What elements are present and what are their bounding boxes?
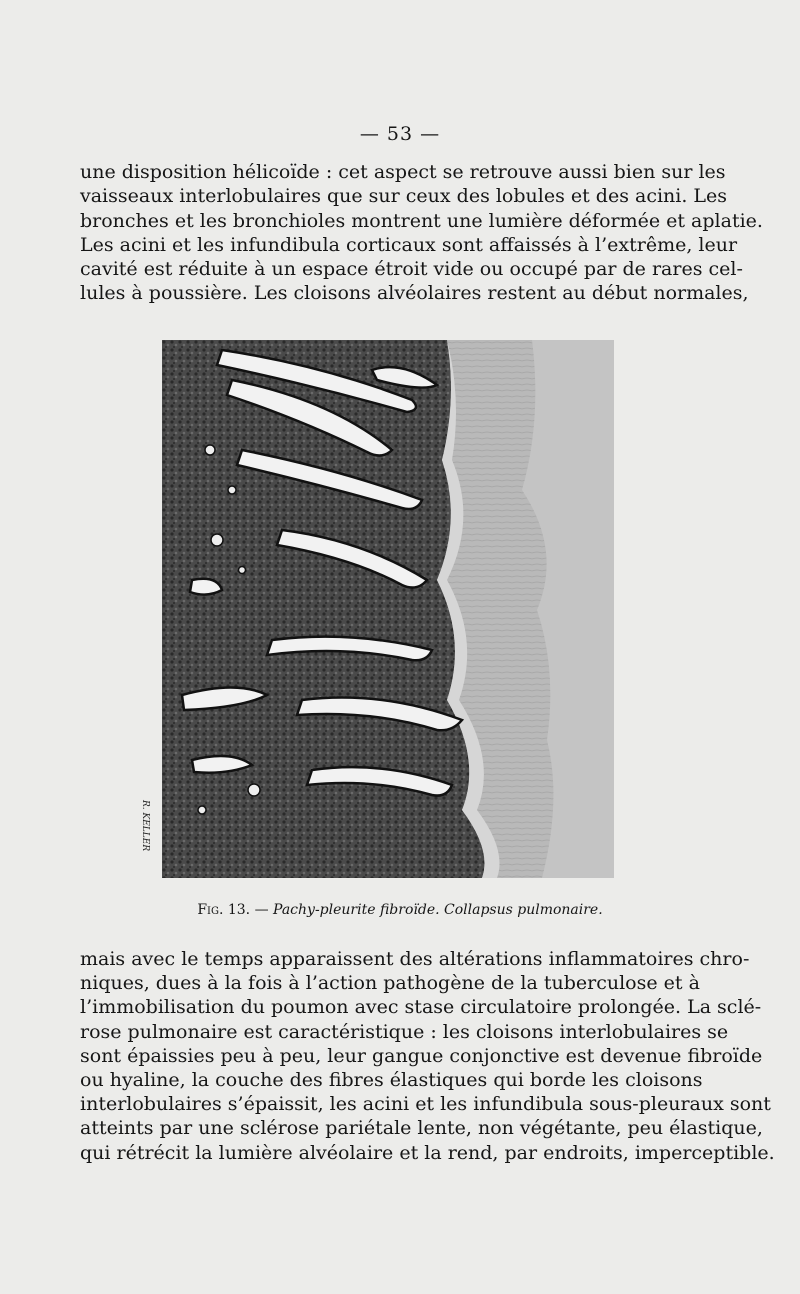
text-line: bronches et les bronchioles montrent une lumière déformée et aplatie. (80, 209, 763, 232)
text-line: cavité est réduite à un espace étroit vide ou occupé par de rares cel- (80, 258, 743, 281)
paragraph-top (80, 160, 763, 306)
histology-illustration (162, 340, 614, 878)
text-line: ou hyaline, la couche des fibres élastiques qui borde les cloisons (80, 1069, 703, 1092)
artist-signature: R. KELLER (140, 800, 150, 852)
text-line: atteints par une sclérose pariétale lente, non végétante, peu élastique, (80, 1117, 763, 1140)
text-line: sont épaissies peu à peu, leur gangue conjonctive est devenue fibroïde (80, 1044, 763, 1067)
text-line: Les acini et les infundibula corticaux sont affaissés à l’extrême, leur (80, 233, 738, 256)
text-line: mais avec le temps apparaissent des altérations inflammatoires chro- (80, 948, 750, 970)
paragraph-bottom (80, 947, 775, 1165)
text-line: l’immobilisation du poumon avec stase circulatoire prolongée. La sclé- (80, 996, 762, 1019)
text-line: vaisseaux interlobulaires que sur ceux des lobules et des acini. Les (80, 185, 728, 208)
text-line: rose pulmonaire est caractéristique : les cloisons interlobulaires se (80, 1020, 729, 1043)
text-line: lules à poussière. Les cloisons alvéolaires restent au début normales, (80, 282, 749, 305)
figure-label: Fig. 13. — (197, 902, 269, 918)
figure-title: Pachy-pleurite fibroïde. Collapsus pulmonaire. (273, 902, 603, 918)
text-line: qui rétrécit la lumière alvéolaire et la rend, par endroits, imperceptible. (80, 1141, 775, 1164)
page-number: — 53 — (359, 123, 441, 145)
text-line: une disposition hélicoïde : cet aspect se retrouve aussi bien sur les (80, 161, 726, 183)
text-line: interlobulaires s’épaissit, les acini et les infundibula sous-pleuraux sont (80, 1093, 771, 1116)
figure-caption (0, 902, 800, 918)
histology-figure (162, 340, 614, 878)
text-line: niques, dues à la fois à l’action pathogène de la tuberculose et à (80, 972, 700, 995)
